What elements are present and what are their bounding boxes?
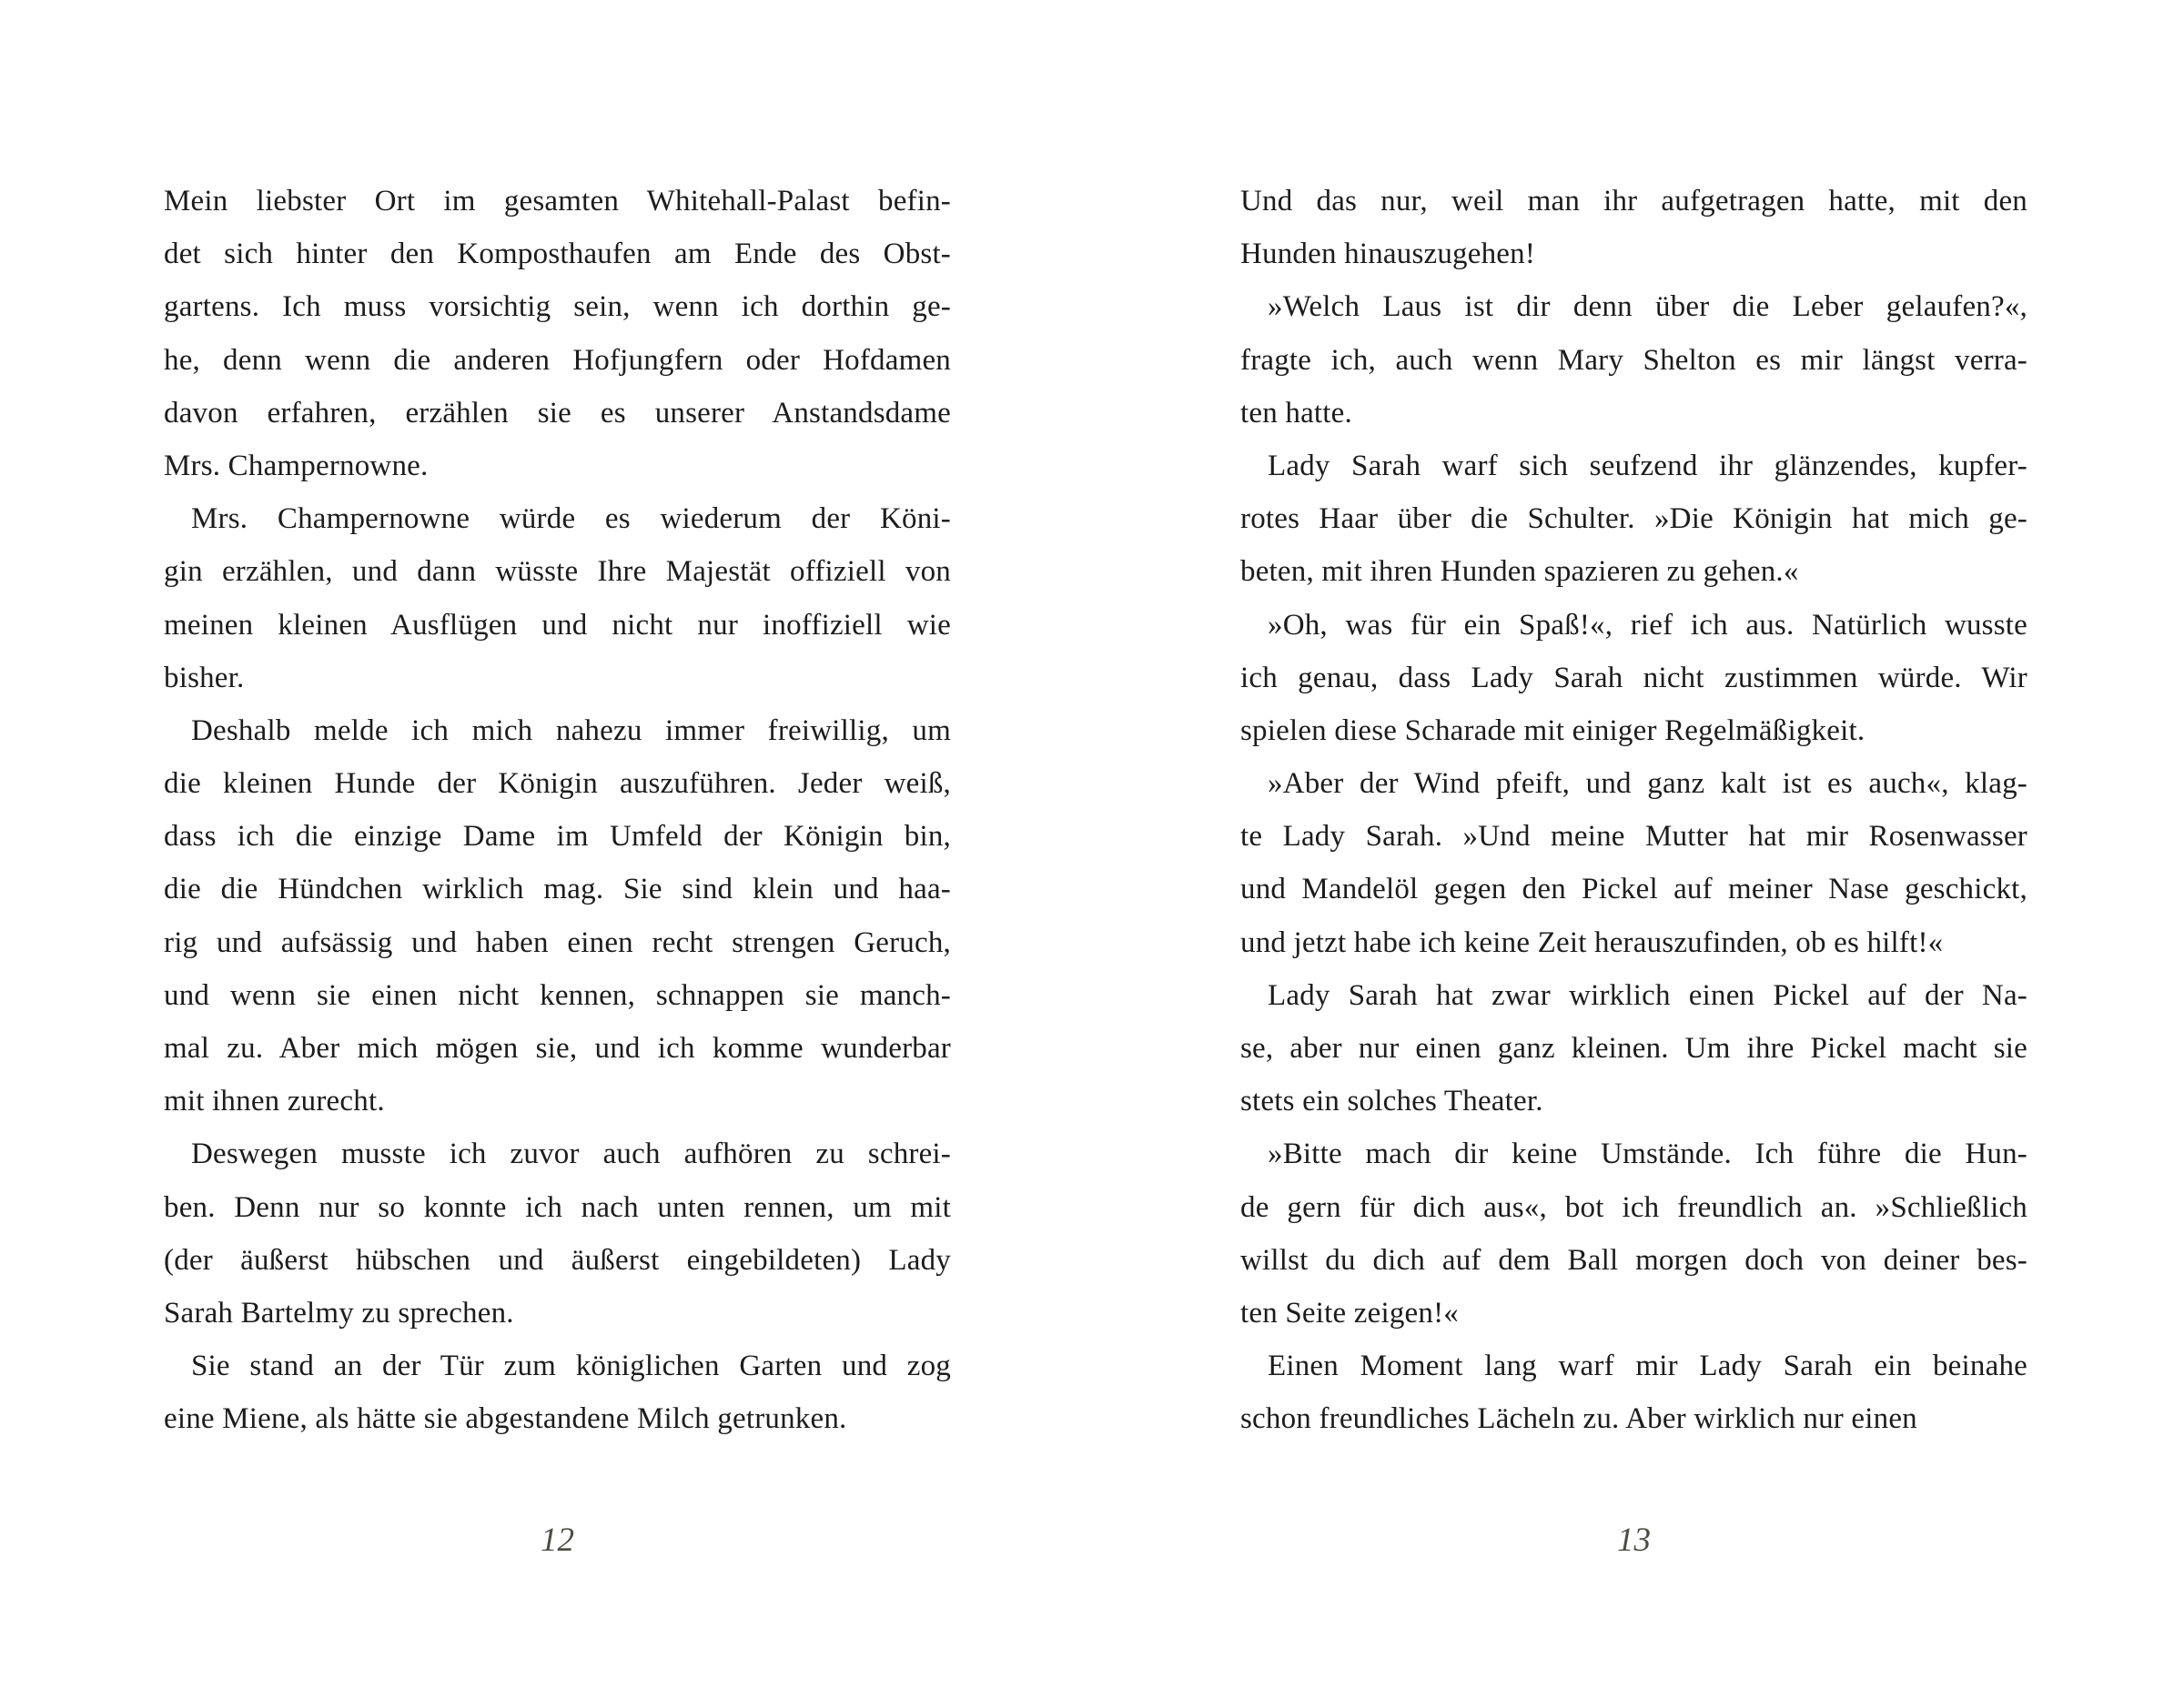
text-line: Und das nur, weil man ihr aufgetragen hatte, mit den <box>1240 185 2027 217</box>
text-line: und wenn sie einen nicht kennen, schnappen sie manch- <box>164 978 951 1012</box>
text-line: gin erzählen, und dann wüsste Ihre Majestät offiziell von <box>164 555 951 589</box>
text-line: »Aber der Wind pfeift, und ganz kalt ist es auch«, klag- <box>1268 767 2027 801</box>
text-line: Hunden hinauszugehen! <box>1240 238 1536 271</box>
text-line: bisher. <box>164 661 245 694</box>
text-line: Sarah Bartelmy zu sprechen. <box>164 1296 514 1330</box>
page-right-number: 13 <box>1617 1522 1651 1559</box>
text-line: und jetzt habe ich keine Zeit herauszufinden, ob es hilft!« <box>1240 925 1944 959</box>
text-line: Lady Sarah hat zwar wirklich einen Pickel auf der Na- <box>1268 978 2027 1012</box>
text-line: det sich hinter den Komposthaufen am Ende des Obst- <box>164 238 951 271</box>
page-left-number: 12 <box>541 1522 574 1559</box>
text-line: rig und aufsässig und haben einen recht strengen Geruch, <box>164 925 951 959</box>
page-right-text-block <box>1240 175 2027 1446</box>
page-left-text-block <box>164 175 951 1446</box>
text-line: »Bitte mach dir keine Umstände. Ich führe die Hun- <box>1268 1138 2027 1171</box>
text-line: eine Miene, als hätte sie abgestandene Milch getrunken. <box>164 1402 847 1436</box>
text-line: Mrs. Champernowne. <box>164 449 429 482</box>
text-line: ten Seite zeigen!« <box>1240 1296 1459 1330</box>
page-right <box>1240 0 2027 1699</box>
text-line: willst du dich auf dem Ball morgen doch von deiner bes- <box>1240 1243 2027 1277</box>
text-line: Mein liebster Ort im gesamten Whitehall-Palast befin- <box>164 185 951 217</box>
text-line: ten hatte. <box>1240 396 1352 430</box>
text-line: davon erfahren, erzählen sie es unserer Anstandsdame <box>164 396 951 430</box>
text-line: Deshalb melde ich mich nahezu immer freiwillig, um <box>191 713 951 747</box>
text-line: ich genau, dass Lady Sarah nicht zustimmen würde. Wir <box>1240 661 2027 694</box>
text-line: mit ihnen zurecht. <box>164 1085 385 1118</box>
text-line: »Oh, was für ein Spaß!«, rief ich aus. Natürlich wusste <box>1268 608 2027 642</box>
text-line: gartens. Ich muss vorsichtig sein, wenn ich dorthin ge- <box>164 290 951 324</box>
page-left <box>164 0 951 1699</box>
text-line: Lady Sarah warf sich seufzend ihr glänzendes, kupfer- <box>1268 449 2027 482</box>
text-line: (der äußerst hübschen und äußerst eingebildeten) Lady <box>164 1243 951 1277</box>
text-line: ben. Denn nur so konnte ich nach unten rennen, um mit <box>164 1190 951 1224</box>
text-line: spielen diese Scharade mit einiger Regelmäßigkeit. <box>1240 713 1866 747</box>
text-line: »Welch Laus ist dir denn über die Leber gelaufen?«, <box>1268 290 2027 324</box>
text-line: mal zu. Aber mich mögen sie, und ich komme wunderbar <box>164 1032 951 1065</box>
text-line: rotes Haar über die Schulter. »Die Königin hat mich ge- <box>1240 502 2027 536</box>
text-line: beten, mit ihren Hunden spazieren zu gehen.« <box>1240 555 1799 589</box>
text-line: te Lady Sarah. »Und meine Mutter hat mir Rosenwasser <box>1240 820 2027 854</box>
text-line: fragte ich, auch wenn Mary Shelton es mir längst verra- <box>1240 343 2027 377</box>
text-line: Einen Moment lang warf mir Lady Sarah ein beinahe <box>1268 1350 2027 1383</box>
text-line: schon freundliches Lächeln zu. Aber wirklich nur einen <box>1240 1402 1917 1436</box>
text-line: de gern für dich aus«, bot ich freundlich an. »Schließlich <box>1240 1190 2027 1224</box>
text-line: und Mandelöl gegen den Pickel auf meiner Nase geschickt, <box>1240 873 2027 906</box>
text-line: se, aber nur einen ganz kleinen. Um ihre Pickel macht sie <box>1240 1032 2027 1065</box>
text-line: Mrs. Champernowne würde es wiederum der Köni- <box>191 502 951 536</box>
text-line: die kleinen Hunde der Königin auszuführen. Jeder weiß, <box>164 767 951 801</box>
text-line: dass ich die einzige Dame im Umfeld der Königin bin, <box>164 820 951 854</box>
text-line: Deswegen musste ich zuvor auch aufhören zu schrei- <box>191 1138 951 1171</box>
text-line: meinen kleinen Ausflügen und nicht nur inoffiziell wie <box>164 608 951 642</box>
text-line: Sie stand an der Tür zum königlichen Garten und zog <box>191 1350 951 1383</box>
text-line: he, denn wenn die anderen Hofjungfern oder Hofdamen <box>164 343 951 377</box>
text-line: die die Hündchen wirklich mag. Sie sind klein und haa- <box>164 873 951 906</box>
text-line: stets ein solches Theater. <box>1240 1085 1543 1118</box>
